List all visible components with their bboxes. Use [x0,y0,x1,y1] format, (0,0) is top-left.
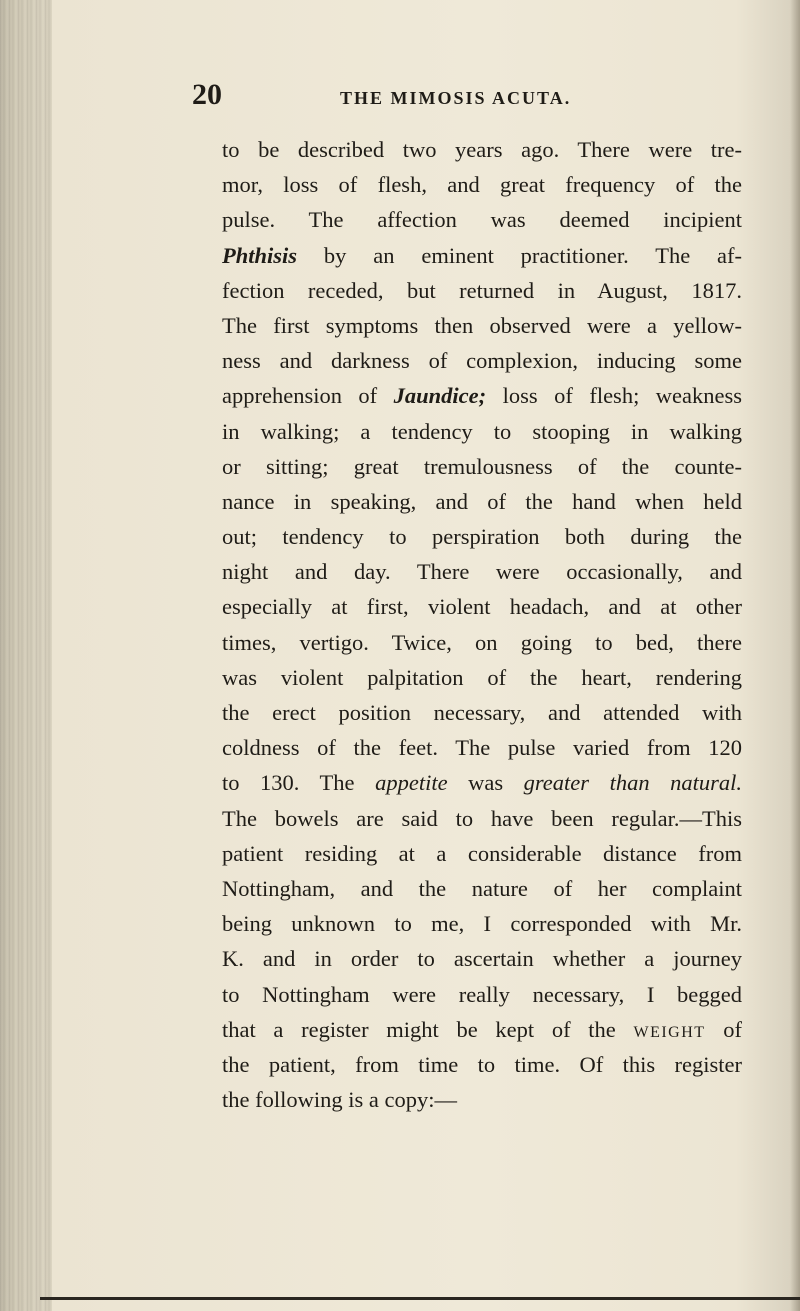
text-line [222,167,742,202]
text-line [222,554,742,589]
text-line [222,414,742,449]
text-line [222,1012,742,1047]
text-line [222,906,742,941]
text-line [222,1047,742,1082]
body-paragraph [222,132,742,1117]
text-line [222,519,742,554]
text-segment: was violent palpitation of the heart, rendering [222,664,742,690]
text-segment: ness and darkness of complexion, inducing some [222,348,742,374]
text-segment: The first symptoms then observed were a yellow- [222,312,742,338]
text-line [222,941,742,976]
text-segment: by an eminent practitioner. The af- [297,242,742,268]
text-line [222,836,742,871]
text-segment: K. and in order to ascertain whether a journey [222,946,742,972]
text-segment: to be described two years ago. There were tre- [222,137,742,162]
running-head: THE MIMOSIS ACUTA. [340,88,572,108]
text-segment: nance in speaking, and of the hand when held [222,488,742,514]
page-number: 20 [192,78,222,111]
page-bottom-rule [40,1297,800,1300]
text-segment: appetite [375,770,448,796]
text-segment: loss of flesh; weakness [486,383,743,409]
text-segment: to 130. The [222,770,376,796]
text-line [222,871,742,906]
text-line [222,765,742,800]
text-line [222,449,742,484]
text-line [222,484,742,519]
text-segment: apprehension of [222,383,394,409]
text-line [222,238,742,273]
text-segment: greater than natural. [523,770,743,796]
text-line [222,308,742,343]
text-line [222,695,742,730]
text-segment: or sitting; great tremulousness of the counte- [222,453,742,479]
page-edge-shadow [790,0,800,1311]
text-segment: the following is a copy:— [222,1087,457,1113]
text-segment: night and day. There were occasionally, and [222,559,742,585]
text-segment: being unknown to me, I corresponded with Mr. [222,911,742,937]
text-line [222,730,742,765]
text-segment: of [705,1016,742,1042]
text-segment: coldness of the feet. The pulse varied from 120 [222,735,742,761]
text-line [222,801,742,836]
text-segment: out; tendency to perspiration both during the [222,524,742,550]
text-segment: pulse. The affection was deemed incipient [222,207,742,233]
text-line [222,625,742,660]
text-segment: fection receded, but returned in August, 1817. [222,277,742,303]
text-line [222,273,742,308]
text-segment: that a register might be kept of the [222,1016,634,1042]
text-segment: the erect position necessary, and attended with [222,700,742,725]
text-segment: the patient, from time to time. Of this register [222,1051,742,1077]
text-line [222,977,742,1012]
text-segment: times, vertigo. Twice, on going to bed, there [222,629,742,655]
text-segment: patient residing at a considerable distance from [222,840,742,866]
text-segment: mor, loss of flesh, and great frequency of the [222,172,742,198]
text-segment: The bowels are said to have been regular.—This [222,805,742,831]
text-line [222,132,742,167]
text-segment: in walking; a tendency to stooping in walking [222,418,742,444]
text-segment: Phthisis [222,242,298,268]
text-line [222,378,742,413]
text-line [222,343,742,378]
text-segment: Nottingham, and the nature of her complaint [222,875,742,901]
text-segment: was [447,770,524,796]
text-line [222,202,742,237]
text-line [222,589,742,624]
text-line [222,660,742,695]
binding-gutter [0,0,52,1311]
text-segment: to Nottingham were really necessary, I begged [222,981,742,1007]
text-segment: Jaundice; [393,383,487,409]
text-segment: weight [633,1016,706,1042]
text-line [222,1082,742,1117]
text-segment: especially at first, violent headach, and at other [222,594,742,620]
